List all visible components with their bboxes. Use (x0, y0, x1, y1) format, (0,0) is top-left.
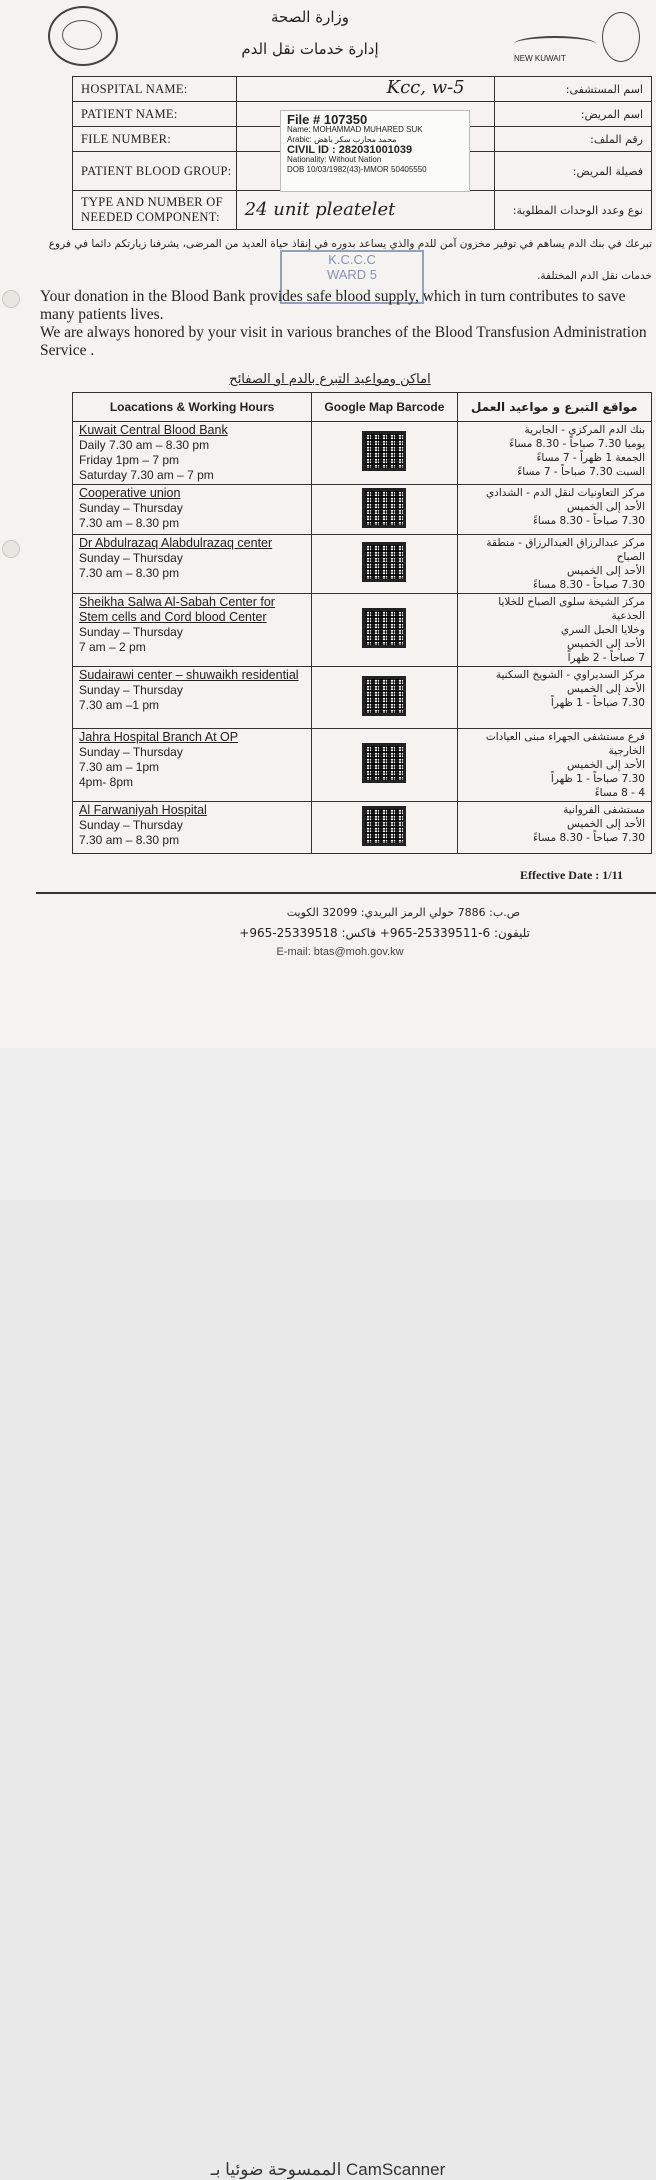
qr-cell (312, 729, 458, 802)
location-line-ar: فرع مستشفى الجهراء مبنى العيادات الخارجية (485, 731, 645, 757)
component-value (236, 191, 494, 230)
qr-code-icon[interactable] (362, 806, 406, 846)
qr-code-icon[interactable] (362, 608, 406, 648)
location-hours: 7 am – 2 pm (79, 640, 146, 654)
location-hours: 4pm- 8pm (79, 775, 134, 789)
location-line-ar: الأحد إلى الخميس (567, 565, 645, 577)
location-row (73, 594, 652, 667)
qr-cell (312, 802, 458, 854)
location-row (73, 802, 652, 854)
location-info-ar (457, 422, 651, 485)
location-name: Sudairawi center – shuwaikh residential (79, 668, 299, 682)
blood-group-label-ar: فصيلة المريض: (494, 152, 651, 191)
hospital-name-value (236, 77, 494, 102)
location-line-ar: 7.30 صباحاً - 8.30 مساءً (532, 515, 645, 527)
patient-name-label: PATIENT NAME: (73, 102, 237, 127)
ministry-of-health-logo (48, 6, 118, 66)
administration-title: إدارة خدمات نقل الدم (241, 40, 379, 58)
qr-cell (312, 485, 458, 535)
location-info-ar (457, 802, 651, 854)
location-hours: Sunday – Thursday (79, 625, 183, 639)
location-hours: Sunday – Thursday (79, 683, 183, 697)
location-line-ar: 7.30 صباحاً - 8.30 مساءً (532, 579, 645, 591)
location-line-ar: 7.30 صباحاً - 1 ظهراً (550, 773, 645, 785)
location-hours: Sunday – Thursday (79, 551, 183, 565)
form-row-hospital (73, 77, 652, 102)
sticker-arabic-name: Arabic: محمد محارب سكر باهض (287, 135, 397, 144)
location-line-ar: مركز عبدالرزاق العبدالرزاق - منطقة الصباح (486, 537, 645, 563)
qr-cell (312, 535, 458, 594)
location-info-ar (457, 594, 651, 667)
location-name: Al Farwaniyah Hospital (79, 803, 207, 817)
location-info-ar (457, 535, 651, 594)
intro-arabic-line1: تبرعك في بنك الدم يساهم في توفير مخزون آمن للدم والذي يساعد بدوره في إنقاذ حياة العديد من المرضى، يشرفنا زيارتكم دائما في فروع (48, 238, 652, 250)
location-hours: Sunday – Thursday (79, 501, 183, 515)
location-row (73, 729, 652, 802)
scanned-document (0, 0, 656, 1048)
header-arabic: مواقع التبرع و مواعيد العمل (457, 393, 651, 422)
location-name: Sheikha Salwa Al-Sabah Center for Stem cells and Cord blood Center (79, 595, 275, 624)
location-line-ar: الجمعة 1 ظهراً - 7 مساءً (536, 452, 645, 464)
location-hours: 7.30 am – 1pm (79, 760, 160, 774)
intro-english: Your donation in the Blood Bank provides safe blood supply, which in turn contributes to save many patients lives. We are always honored by your visit in various branches of the Blood Transfusion Administration Service . (40, 288, 647, 359)
sticker-civil-id: CIVIL ID : 282031001039 (287, 144, 413, 156)
location-line-ar: وخلايا الحبل السري (560, 624, 645, 636)
ministry-title: وزارة الصحة (271, 8, 349, 26)
locations-table (72, 392, 652, 854)
blood-group-label: PATIENT BLOOD GROUP: (73, 152, 237, 191)
qr-cell (312, 594, 458, 667)
location-line-ar: يوميا 7.30 صباحاً - 8.30 مساءً (509, 438, 645, 450)
qr-code-icon[interactable] (362, 676, 406, 716)
location-hours: 7.30 am – 8.30 pm (79, 833, 180, 847)
effective-date: Effective Date : 1/11 (520, 868, 623, 882)
intro-arabic-line2: خدمات نقل الدم المختلفة. (537, 270, 652, 282)
header-barcode: Google Map Barcode (312, 393, 458, 422)
location-info (73, 422, 312, 485)
patient-id-sticker (280, 110, 470, 192)
footer-phones: تليفون: 6-25339511-965+ فاكس: 25339518-965+ (239, 926, 530, 940)
location-hours: Friday 1pm – 7 pm (79, 453, 180, 467)
location-line-ar: 7.30 صباحاً - 8.30 مساءً (532, 832, 645, 844)
file-number-label: FILE NUMBER: (73, 127, 237, 152)
location-line-ar: 4 - 8 مساءً (594, 787, 645, 799)
stamp-line2: WARD 5 (326, 267, 378, 282)
camscanner-text: الممسوحة ضوئيا بـ CamScanner (210, 2160, 446, 2179)
location-hours: Sunday – Thursday (79, 745, 183, 759)
punch-hole-icon (2, 540, 20, 558)
location-row (73, 667, 652, 729)
location-row (73, 422, 652, 485)
component-label: TYPE AND NUMBER OF NEEDED COMPONENT: (73, 191, 237, 230)
form-row-component (73, 191, 652, 230)
component-handwriting: 24 unit pleatelet (244, 199, 396, 220)
location-info (73, 667, 312, 729)
stamp-line1: K.C.C.C (328, 252, 376, 267)
location-info-ar (457, 485, 651, 535)
location-row (73, 485, 652, 535)
location-line-ar: مركز التعاونيات لنقل الدم - الشدادي (485, 487, 645, 499)
location-hours: Sunday – Thursday (79, 818, 183, 832)
qr-code-icon[interactable] (362, 488, 406, 528)
footer-email: E-mail: btas@moh.gov.kw (276, 946, 404, 958)
hospital-handwriting: Kcc, w-5 (386, 77, 465, 98)
sticker-name: Name: MOHAMMAD MUHARED SUK (287, 125, 423, 134)
qr-cell (312, 422, 458, 485)
location-info (73, 594, 312, 667)
location-hours: Saturday 7.30 am – 7 pm (79, 468, 214, 482)
camscanner-watermark-bar (0, 1048, 656, 2179)
new-kuwait-logo: NEW KUWAIT (510, 12, 642, 70)
location-line-ar: مركز الشيخة سلوى الصباح للخلايا الجذعية (498, 596, 645, 622)
patient-name-label-ar: اسم المريض: (494, 102, 651, 127)
header-locations: Loacations & Working Hours (73, 393, 312, 422)
location-info (73, 729, 312, 802)
location-line-ar: مستشفى الفروانية (563, 804, 645, 816)
footer-divider (36, 892, 656, 894)
component-label-ar: نوع وعدد الوحدات المطلوبة: (494, 191, 651, 230)
location-row (73, 535, 652, 594)
qr-code-icon[interactable] (362, 431, 406, 471)
location-hours: 7.30 am – 8.30 pm (79, 516, 180, 530)
locations-header-row (73, 393, 652, 422)
location-hours: 7.30 am – 8.30 pm (79, 566, 180, 580)
file-number-label-ar: رقم الملف: (494, 127, 651, 152)
location-name: Cooperative union (79, 486, 181, 500)
location-line-ar: الأحد إلى الخميس (567, 818, 645, 830)
location-hours: 7.30 am –1 pm (79, 698, 160, 712)
qr-code-icon[interactable] (362, 542, 406, 582)
location-line-ar: السبت 7.30 صباحاً - 7 مساءً (517, 466, 645, 478)
location-line-ar: الأحد إلى الخميس (567, 759, 645, 771)
location-line-ar: مركز السديراوي - الشويخ السكنية (495, 669, 645, 681)
locations-title: اماكن ومواعيد التبرع بالدم او الصفائح (229, 372, 431, 387)
location-name: Kuwait Central Blood Bank (79, 423, 228, 437)
footer-address: ص.ب: 7886 حولي الرمز البريدي: 32099 الكويت (286, 906, 520, 919)
location-info-ar (457, 667, 651, 729)
sticker-file-number: File # 107350 (287, 112, 368, 127)
location-info (73, 802, 312, 854)
sticker-nationality: Nationality: Without Nation (287, 155, 382, 164)
location-line-ar: الأحد إلى الخميس (567, 683, 645, 695)
location-info (73, 535, 312, 594)
location-line-ar: 7 صباحاً - 2 ظهراً (567, 652, 645, 664)
location-line-ar: 7.30 صباحاً - 1 ظهراً (550, 697, 645, 709)
location-line-ar: بنك الدم المركزي - الجابرية (524, 424, 645, 436)
location-line-ar: الأحد إلى الخميس (567, 501, 645, 513)
hospital-name-label: HOSPITAL NAME: (73, 77, 237, 102)
location-name: Dr Abdulrazaq Alabdulrazaq center (79, 536, 273, 550)
punch-hole-icon (2, 290, 20, 308)
location-line-ar: الأحد إلى الخميس (567, 638, 645, 650)
location-name: Jahra Hospital Branch At OP (79, 730, 239, 744)
location-hours: Daily 7.30 am – 8.30 pm (79, 438, 210, 452)
qr-code-icon[interactable] (362, 743, 406, 783)
hospital-name-label-ar: اسم المستشفى: (494, 77, 651, 102)
location-info-ar (457, 729, 651, 802)
location-info (73, 485, 312, 535)
sticker-dob: DOB 10/03/1982(43)-MMOR 50405550 (287, 165, 427, 174)
qr-cell (312, 667, 458, 729)
